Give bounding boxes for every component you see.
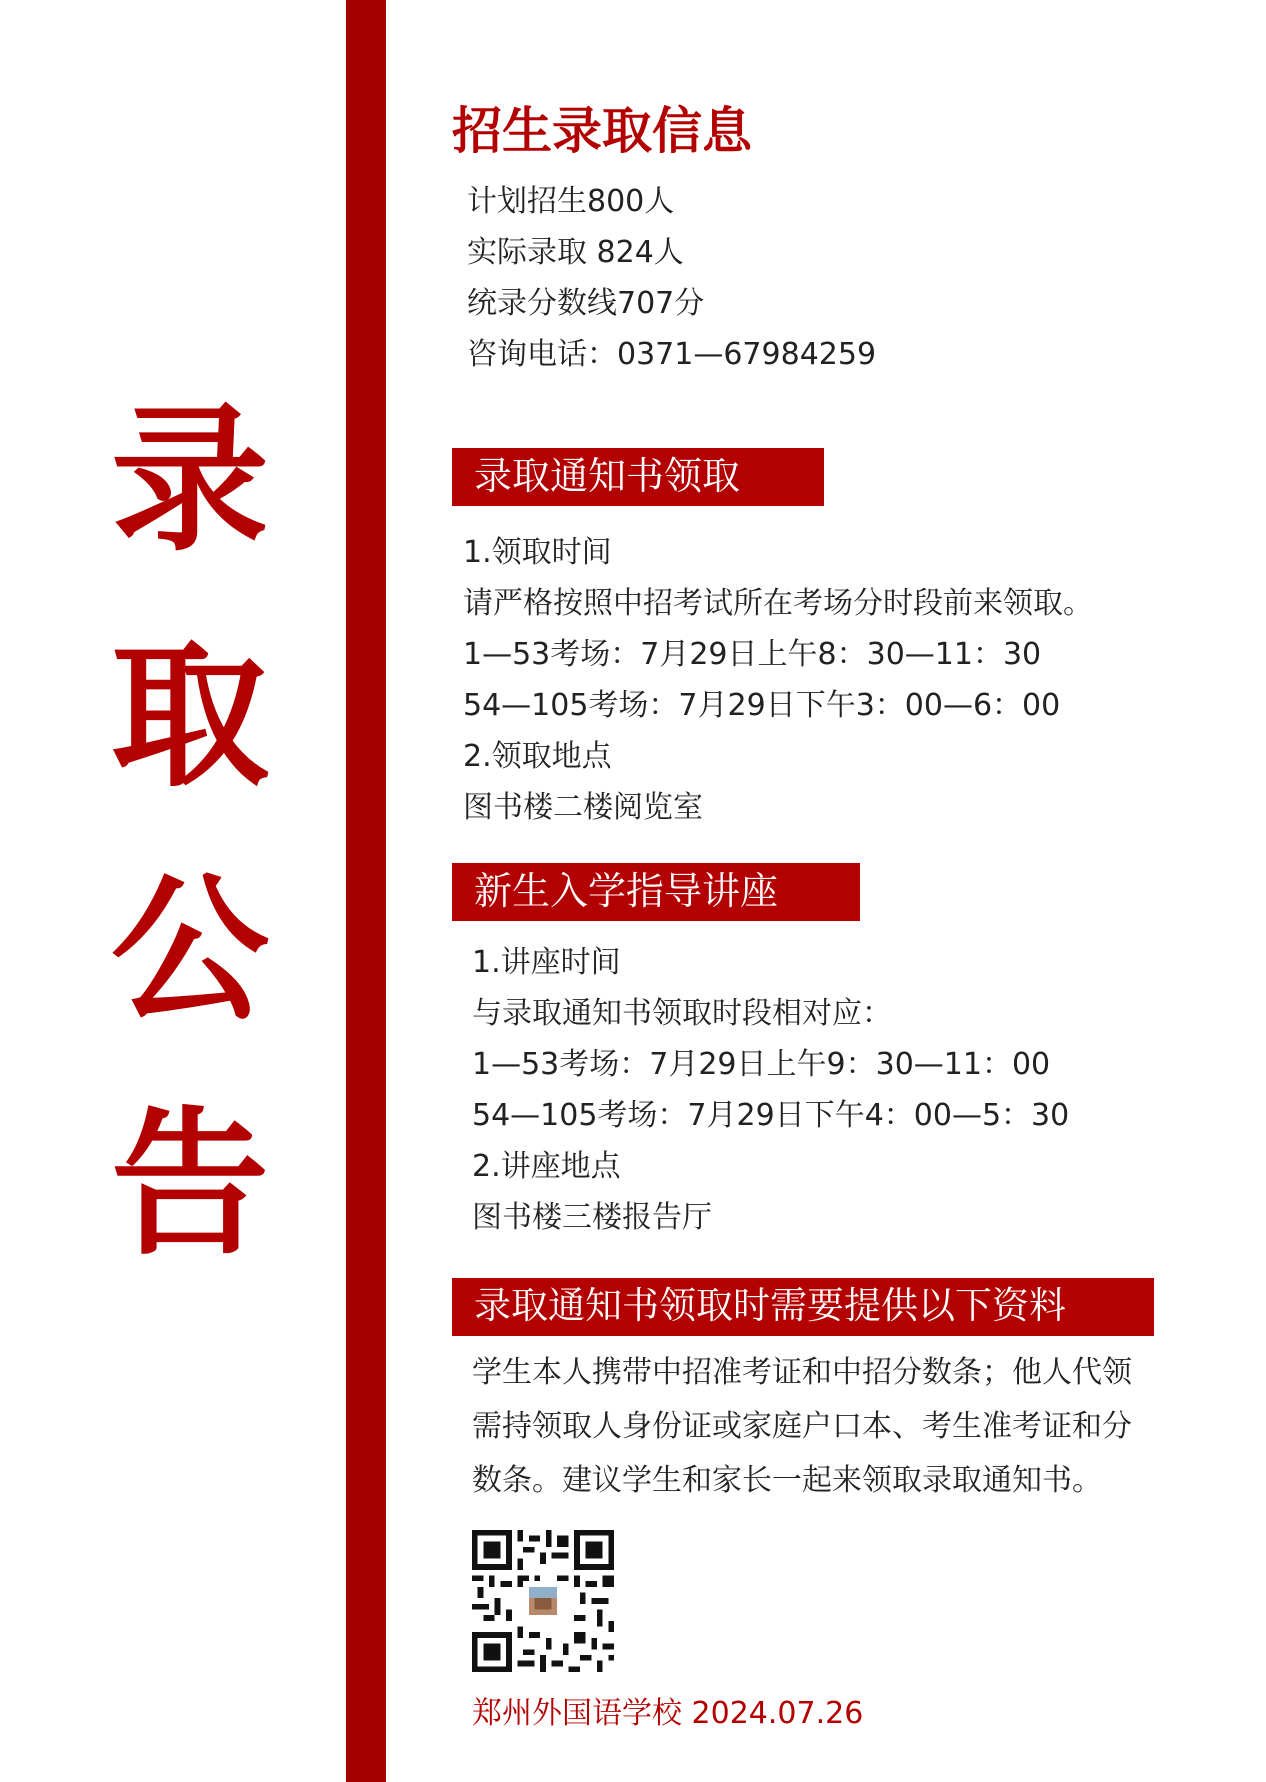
list-item: 图书楼二楼阅览室 xyxy=(463,790,703,825)
list-item: 2.领取地点 xyxy=(463,739,612,774)
notice-pickup-list xyxy=(463,527,1093,833)
school-name-date: 郑州外国语学校 2024.07.26 xyxy=(472,1696,864,1731)
list-item: 54—105考场：7月29日下午4：00—5：30 xyxy=(472,1098,1070,1133)
actual-admission: 实际录取 824人 xyxy=(467,235,684,270)
orientation-lecture-banner: 新生入学指导讲座 xyxy=(452,863,860,921)
admission-info-heading: 招生录取信息 xyxy=(452,102,752,160)
list-item: 1.讲座时间 xyxy=(472,945,621,980)
vertical-title xyxy=(105,388,275,1277)
title-char-3: 公 xyxy=(111,858,269,1043)
notice-pickup-banner: 录取通知书领取 xyxy=(452,448,824,506)
list-item: 1—53考场：7月29日上午8：30—11：30 xyxy=(463,637,1042,672)
list-item: 1—53考场：7月29日上午9：30—11：00 xyxy=(472,1047,1051,1082)
paragraph-line: 数条。建议学生和家长一起来领取录取通知书。 xyxy=(472,1463,1102,1498)
list-item: 2.讲座地点 xyxy=(472,1149,621,1184)
planned-enrollment: 计划招生800人 xyxy=(467,184,675,219)
title-char-2: 取 xyxy=(111,624,269,809)
list-item: 54—105考场：7月29日下午3：00—6：00 xyxy=(463,688,1061,723)
paragraph-line: 学生本人携带中招准考证和中招分数条；他人代领 xyxy=(472,1355,1132,1390)
qr-code-icon xyxy=(472,1530,614,1672)
consultation-phone: 咨询电话：0371—67984259 xyxy=(467,337,877,372)
list-item: 图书楼三楼报告厅 xyxy=(472,1200,712,1235)
admission-info-list xyxy=(467,176,876,380)
title-char-4: 告 xyxy=(111,1092,269,1277)
list-item: 请严格按照中招考试所在考场分时段前来领取。 xyxy=(463,586,1093,621)
paragraph-line: 需持领取人身份证或家庭户口本、考生准考证和分 xyxy=(472,1409,1132,1444)
required-documents-text xyxy=(472,1346,1132,1508)
orientation-lecture-list xyxy=(472,937,1069,1243)
list-item: 1.领取时间 xyxy=(463,535,612,570)
required-documents-banner: 录取通知书领取时需要提供以下资料 xyxy=(452,1278,1154,1336)
title-char-1: 录 xyxy=(111,388,269,573)
cutoff-score: 统录分数线707分 xyxy=(467,286,705,321)
vertical-red-bar xyxy=(346,0,386,1782)
list-item: 与录取通知书领取时段相对应： xyxy=(472,996,892,1031)
